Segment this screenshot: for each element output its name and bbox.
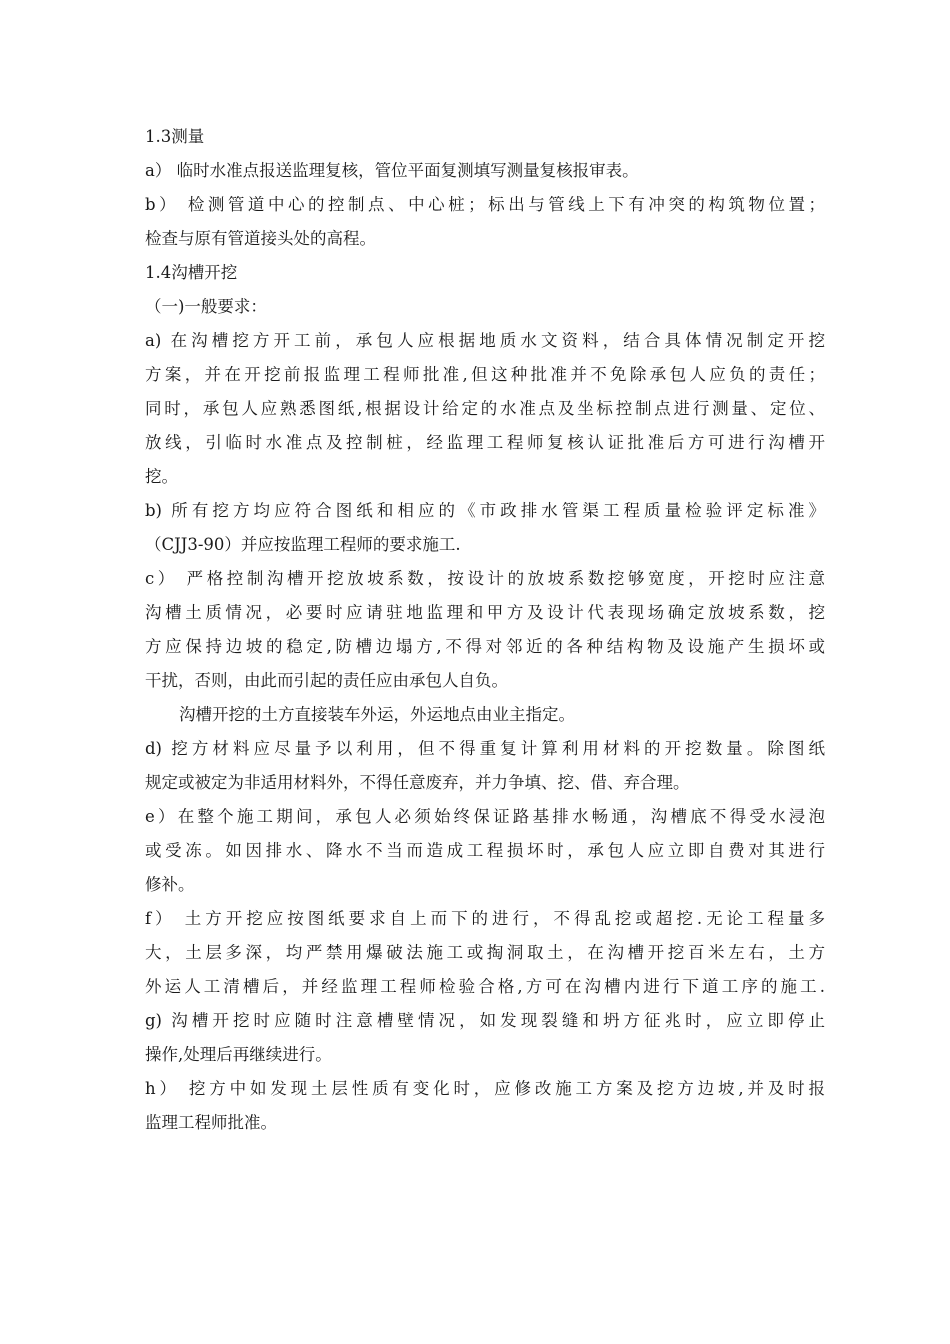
paragraph-line: 挖。 [145, 467, 178, 486]
paragraph-line: h） 挖方中如发现土层性质有变化时，应修改施工方案及挖方边坡,并及时报 [145, 1079, 825, 1098]
paragraph-line: b） 检测管道中心的控制点、中心桩；标出与管线上下有冲突的构筑物位置； [145, 195, 825, 214]
paragraph-line: 干扰，否则，由此而引起的责任应由承包人自负。 [145, 671, 508, 690]
paragraph-line: 或受冻。如因排水、降水不当而造成工程损坏时，承包人应立即自费对其进行 [145, 841, 825, 860]
subsection-heading: （一)一般要求： [145, 297, 267, 316]
paragraph-line: 外运人工清槽后，并经监理工程师检验合格,方可在沟槽内进行下道工序的施工. [145, 977, 825, 996]
paragraph-line: 大，土层多深，均严禁用爆破法施工或掏洞取土，在沟槽开挖百米左右，土方 [145, 943, 825, 962]
paragraph-line: 方应保持边坡的稳定,防槽边塌方,不得对邻近的各种结构物及设施产生损坏或 [145, 637, 825, 656]
paragraph-line: a) 在沟槽挖方开工前，承包人应根据地质水文资料，结合具体情况制定开挖 [145, 331, 825, 350]
paragraph-line: a） 临时水准点报送监理复核，管位平面复测填写测量复核报审表。 [145, 161, 639, 180]
paragraph-line: 监理工程师批准。 [145, 1113, 277, 1132]
paragraph-line: e）在整个施工期间，承包人必须始终保证路基排水畅通，沟槽底不得受水浸泡 [145, 807, 825, 826]
paragraph-line: 放线，引临时水准点及控制桩，经监理工程师复核认证批准后方可进行沟槽开 [145, 433, 825, 452]
section-heading-1-3: 1.3测量 [145, 127, 205, 146]
paragraph-line: 检查与原有管道接头处的高程。 [145, 229, 376, 248]
paragraph-line: 方案，并在开挖前报监理工程师批准,但这种批准并不免除承包人应负的责任； [145, 365, 825, 384]
paragraph-line: g) 沟槽开挖时应随时注意槽壁情况，如发现裂缝和坍方征兆时，应立即停止 [145, 1011, 825, 1030]
section-heading-1-4: 1.4沟槽开挖 [145, 263, 238, 282]
paragraph-line: f） 土方开挖应按图纸要求自上而下的进行，不得乱挖或超挖.无论工程量多 [145, 909, 825, 928]
paragraph-line: （CJJ3-90）并应按监理工程师的要求施工. [145, 535, 461, 554]
paragraph-line: d) 挖方材料应尽量予以利用，但不得重复计算利用材料的开挖数量。除图纸 [145, 739, 825, 758]
paragraph-line: 修补。 [145, 875, 195, 894]
paragraph-line: b) 所有挖方均应符合图纸和相应的《市政排水管渠工程质量检验评定标准》 [145, 501, 825, 520]
paragraph-line: c） 严格控制沟槽开挖放坡系数，按设计的放坡系数挖够宽度，开挖时应注意 [145, 569, 825, 588]
paragraph-line: 同时，承包人应熟悉图纸,根据设计给定的水准点及坐标控制点进行测量、定位、 [145, 399, 825, 418]
paragraph-line: 操作,处理后再继续进行。 [145, 1045, 332, 1064]
document-body [145, 120, 825, 1140]
paragraph-line: 沟槽开挖的土方直接装车外运，外运地点由业主指定。 [179, 705, 575, 724]
paragraph-line: 沟槽土质情况，必要时应请驻地监理和甲方及设计代表现场确定放坡系数，挖 [145, 603, 825, 622]
paragraph-line: 规定或被定为非适用材料外，不得任意废弃，并力争填、挖、借、弃合理。 [145, 773, 690, 792]
